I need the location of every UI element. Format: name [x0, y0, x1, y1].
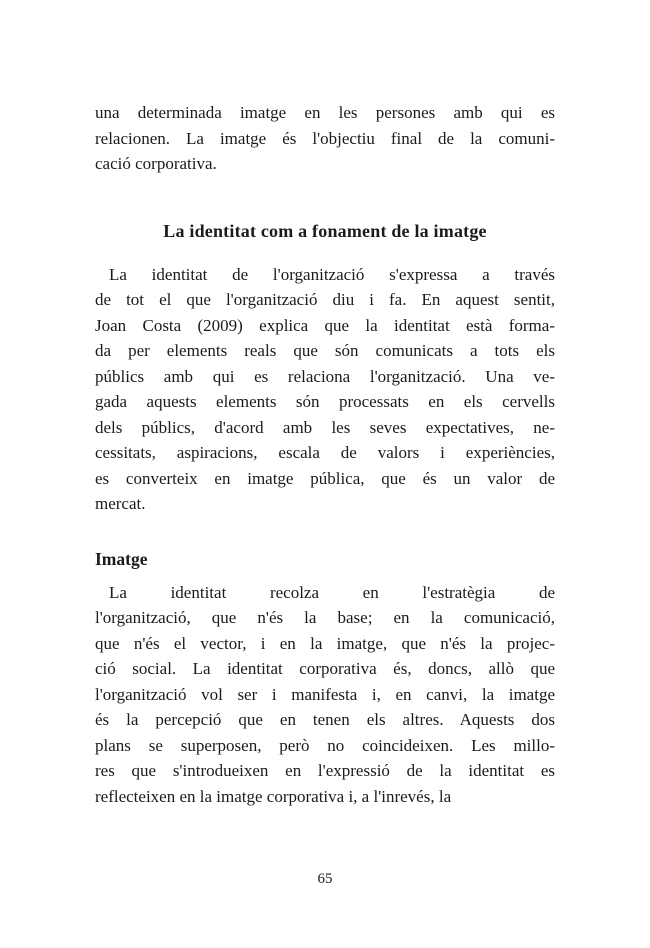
text-line: públics amb qui es relaciona l'organització. Una ve- — [95, 366, 555, 386]
text-line: La identitat de l'organització s'expressa a través — [109, 264, 555, 284]
text-line: es converteix en imatge pública, que és un valor de — [95, 468, 555, 488]
text-line: és la percepció que en tenen els altres. Aquests dos — [95, 710, 555, 729]
text-line: Joan Costa (2009) explica que la identitat està forma- — [95, 315, 555, 335]
text-line: dels públics, d'acord amb les seves expectatives, ne- — [95, 417, 555, 437]
text-line: l'organització, que n'és la base; en la comunicació, — [95, 608, 555, 627]
paragraph-continuation — [95, 100, 555, 177]
text-line: res que s'introdueixen en l'expressió de la identitat es — [95, 761, 555, 780]
section-heading: La identitat com a fonament de la imatge — [163, 220, 487, 241]
text-line: da per elements reals que són comunicats a tots els — [95, 341, 555, 360]
text-line: cació corporativa. — [95, 154, 217, 173]
text-line: gada aquests elements són processats en els cervells — [95, 392, 555, 411]
text-line: plans se superposen, però no coincideixen. Les millo- — [95, 735, 555, 755]
subsection-heading: Imatge — [95, 548, 148, 569]
text-line: una determinada imatge en les persones amb qui es — [95, 103, 555, 122]
text-line: que n'és el vector, i en la imatge, que n'és la projec- — [95, 633, 555, 653]
paragraph-imatge — [95, 580, 555, 810]
text-line: ció social. La identitat corporativa és, doncs, allò que — [95, 659, 555, 678]
text-line: relacionen. La imatge és l'objectiu final de la comuni- — [95, 128, 555, 148]
paragraph-identity — [95, 262, 555, 517]
text-line: La identitat recolza en l'estratègia de — [109, 582, 555, 602]
text-line: mercat. — [95, 494, 146, 513]
page-number: 65 — [317, 871, 333, 887]
text-line: de tot el que l'organització diu i fa. En aquest sentit, — [95, 290, 555, 309]
text-line: reflecteixen en la imatge corporativa i, a l'inrevés, la — [95, 786, 452, 806]
text-line: cessitats, aspiracions, escala de valors i experiències, — [95, 443, 555, 462]
text-line: l'organització vol ser i manifesta i, en canvi, la imatge — [95, 684, 555, 704]
